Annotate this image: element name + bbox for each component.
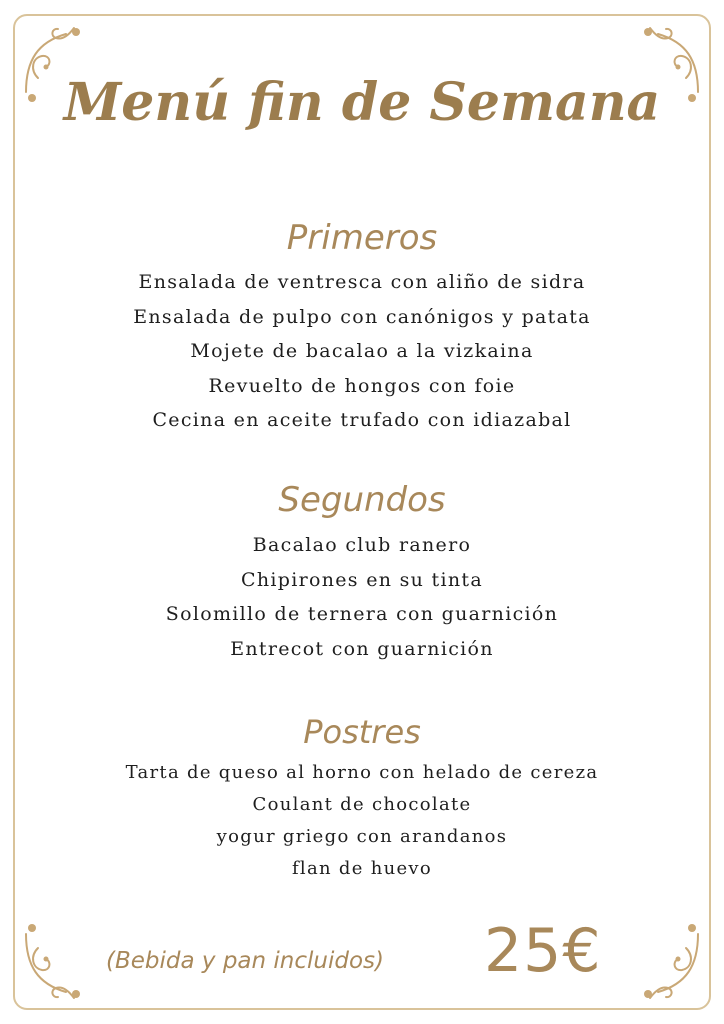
dish-list-primeros [0, 267, 724, 440]
dish-item: Solomillo de ternera con guarnición [165, 603, 559, 625]
corner-flourish-icon [18, 916, 108, 1006]
dish-item: Entrecot con guarnición [230, 637, 494, 660]
corner-flourish-icon [616, 916, 706, 1006]
dish-list-postres [0, 759, 724, 887]
dish-item: flan de huevo [291, 858, 433, 879]
dish-item: Chipirones en su tinta [241, 568, 483, 591]
dish-item: yogur griego con arandanos [216, 826, 508, 847]
section-heading-primeros: Primeros [286, 218, 438, 258]
dish-item: Ensalada de pulpo con canónigos y patata [133, 305, 591, 328]
dish-item: Cecina en aceite trufado con idiazabal [152, 409, 572, 431]
dish-item: Mojete de bacalao a la vizkaina [190, 340, 534, 362]
included-note: (Bebida y pan incluidos) [106, 948, 384, 974]
section-heading-postres: Postres [303, 713, 421, 751]
dish-item: Revuelto de hongos con foie [208, 374, 516, 397]
dish-item: Tarta de queso al horno con helado de cereza [125, 762, 599, 783]
dish-item: Coulant de chocolate [252, 794, 472, 815]
menu-title: Menú fin de Semana [63, 72, 661, 133]
dish-item: Ensalada de ventresca con aliño de sidra [138, 271, 586, 293]
menu-price: 25€ [484, 916, 602, 986]
dish-list-segundos [0, 530, 724, 668]
section-heading-segundos: Segundos [278, 480, 446, 520]
dish-item: Bacalao club ranero [252, 534, 472, 556]
